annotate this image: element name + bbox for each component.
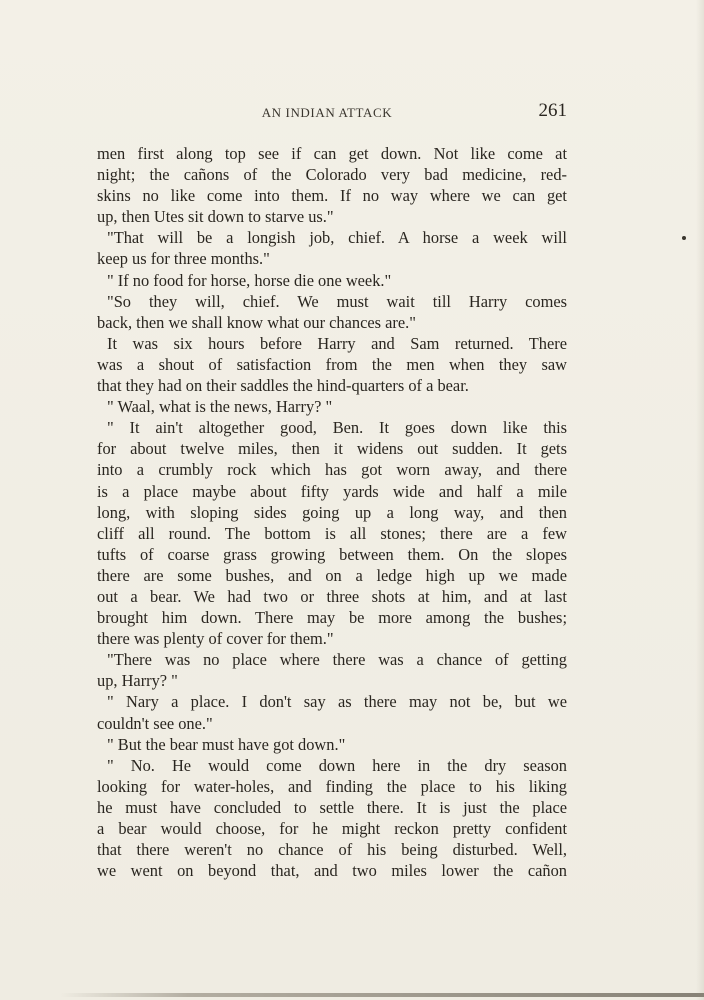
- margin-speck: [682, 236, 686, 240]
- text-line: he must have concluded to settle there. It is just the place: [97, 797, 567, 817]
- text-line: " Nary a place. I don't say as there may not be, but we: [107, 692, 567, 712]
- text-line: "So they will, chief. We must wait till Harry comes: [107, 291, 567, 311]
- text-line: into a crumbly rock which has got worn away, and there: [97, 460, 567, 480]
- text-line: keep us for three months.": [97, 249, 270, 269]
- text-line: there are some bushes, and on a ledge high up we made: [97, 565, 567, 585]
- text-line: " Waal, what is the news, Harry? ": [107, 397, 333, 417]
- text-line: It was six hours before Harry and Sam returned. There: [107, 333, 567, 353]
- text-line: looking for water-holes, and finding the place to his liking: [97, 776, 567, 796]
- text-line: out a bear. We had two or three shots at him, and at last: [97, 586, 567, 606]
- text-line: that they had on their saddles the hind-quarters of a bear.: [97, 376, 469, 396]
- text-line: for about twelve miles, then it widens out sudden. It gets: [97, 439, 567, 459]
- text-line: "There was no place where there was a chance of getting: [107, 650, 567, 670]
- text-line: up, Harry? ": [97, 671, 178, 691]
- text-line: brought him down. There may be more among the bushes;: [97, 608, 567, 628]
- text-line: couldn't see one.": [97, 713, 213, 733]
- text-line: " No. He would come down here in the dry season: [107, 755, 567, 775]
- text-line: back, then we shall know what our chances are.": [97, 312, 416, 332]
- text-line: " If no food for horse, horse die one week.": [107, 270, 392, 290]
- text-line: we went on beyond that, and two miles lower the cañon: [97, 861, 567, 881]
- text-line: "That will be a longish job, chief. A horse a week will: [107, 228, 567, 248]
- running-title: AN INDIAN ATTACK: [261, 105, 393, 120]
- text-line: " But the bear must have got down.": [107, 734, 346, 754]
- body-text: [97, 143, 567, 881]
- page-bottom-edge: [60, 993, 704, 997]
- page-header: [97, 100, 567, 124]
- text-line: night; the cañons of the Colorado very bad medicine, red-: [97, 165, 567, 185]
- text-line: men first along top see if can get down. Not like come at: [97, 144, 567, 163]
- text-line: skins no like come into them. If no way where we can get: [97, 186, 567, 206]
- page-number: 261: [538, 100, 567, 121]
- text-line: tufts of coarse grass growing between them. On the slopes: [97, 544, 567, 564]
- page-right-shadow: [696, 0, 704, 1000]
- text-line: there was plenty of cover for them.": [97, 629, 334, 649]
- text-line: " It ain't altogether good, Ben. It goes down like this: [107, 418, 567, 438]
- text-line: is a place maybe about fifty yards wide and half a mile: [97, 481, 567, 501]
- text-line: that there weren't no chance of his being disturbed. Well,: [97, 840, 567, 860]
- text-line: was a shout of satisfaction from the men when they saw: [97, 354, 567, 374]
- text-line: up, then Utes sit down to starve us.": [97, 207, 334, 227]
- text-line: long, with sloping sides going up a long way, and then: [97, 502, 567, 522]
- text-line: cliff all round. The bottom is all stones; there are a few: [97, 523, 567, 543]
- text-line: a bear would choose, for he might reckon pretty confident: [97, 819, 567, 838]
